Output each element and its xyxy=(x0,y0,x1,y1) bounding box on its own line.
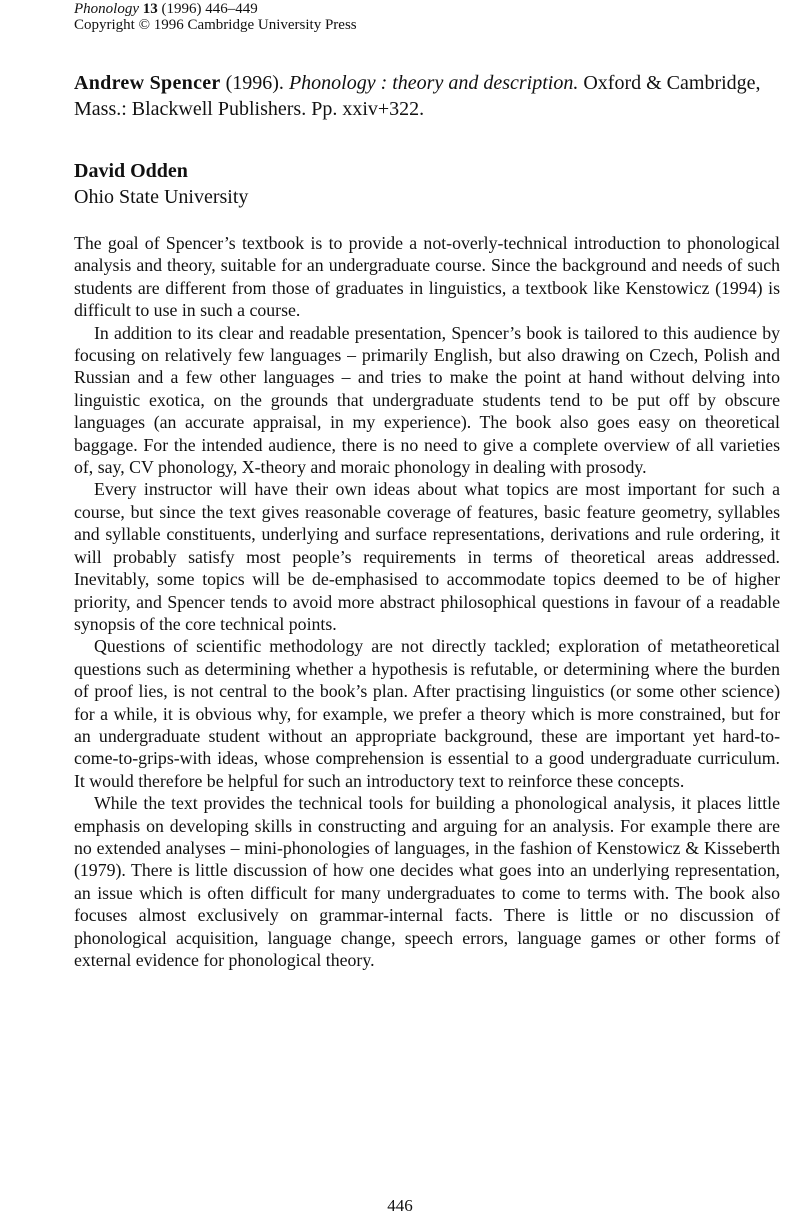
reviewer-name: David Odden xyxy=(74,160,188,182)
book-citation xyxy=(74,70,780,122)
reviewer-block xyxy=(74,158,248,210)
paragraph: The goal of Spencer’s textbook is to provide a not-overly-technical introduction to phonological analysis and theory, suitable for an undergraduate course. Since the background and needs of such students are different from those of graduates in linguistics, a textbook like Kenstowicz (1994) is difficult to use in such a course. xyxy=(74,233,780,321)
copyright-line: Copyright © 1996 Cambridge University Press xyxy=(74,17,357,33)
journal-name: Phonology xyxy=(74,1,139,17)
paragraph: While the text provides the technical tools for building a phonological analysis, it places little emphasis on developing skills in constructing and arguing for an analysis. For example there are no extended analyses – mini-phonologies of languages, in the fashion of Kenstowicz & Kisseberth (1979). There is little discussion of how one decides what goes into an underlying representation, an issue which is often difficult for many undergraduates to come to terms with. The book also focuses almost exclusively on grammar-internal facts. There is little or no discussion of phonological acquisition, language change, speech errors, language games or other forms of external evidence for phonological theory. xyxy=(74,793,780,970)
review-body xyxy=(74,232,780,971)
paragraph: In addition to its clear and readable presentation, Spencer’s book is tailored to this audience by focusing on relatively few languages – primarily English, but also drawing on Czech, Polish and Russian and a few other languages – and tries to make the point at hand without delving into linguistic exotica, on the grounds that undergraduate students tend to be put off by obscure languages (an accurate appraisal, in my experience). The book also goes easy on theoretical baggage. For the intended audience, there is no need to give a complete overview of all varieties of, say, CV phonology, X-theory and moraic phonology in dealing with prosody. xyxy=(74,322,780,478)
journal-line xyxy=(74,1,357,17)
running-header xyxy=(74,1,357,33)
book-publisher: Oxford & Cambridge, Mass.: Blackwell Publishers. Pp. xxiv+322. xyxy=(74,72,761,120)
journal-year-pages: (1996) 446–449 xyxy=(161,1,258,17)
journal-volume: 13 xyxy=(142,1,158,17)
book-title: Phonology : theory and description. xyxy=(288,72,579,94)
page-number: 446 xyxy=(387,1196,413,1215)
book-author: Andrew Spencer xyxy=(74,72,221,94)
book-year: (1996). xyxy=(225,72,284,94)
reviewer-affiliation: Ohio State University xyxy=(74,186,249,208)
paragraph: Every instructor will have their own ideas about what topics are most important for such a course, but since the text gives reasonable coverage of features, basic feature geometry, syllables and syllable constituents, underlying and surface representations, derivations and rule ordering, it will probably satisfy most people’s requirements in terms of theoretical areas addressed. Inevitably, some topics will be de-emphasised to accommodate topics deemed to be of higher priority, and Spencer tends to avoid more abstract philosophical questions in favour of a readable synopsis of the core technical points. xyxy=(74,479,780,634)
paragraph: Questions of scientific methodology are not directly tackled; exploration of metatheoretical questions such as determining whether a hypothesis is refutable, or determining where the burden of proof lies, is not central to the book’s plan. After practising linguistics (or some other science) for a while, it is obvious why, for example, we prefer a theory which is more constrained, but for an undergraduate student without an appropriate background, these are important yet hard-to-come-to-grips-with ideas, whose comprehension is essential to a good undergraduate curriculum. It would therefore be helpful for such an introductory text to reinforce these concepts. xyxy=(74,636,780,791)
